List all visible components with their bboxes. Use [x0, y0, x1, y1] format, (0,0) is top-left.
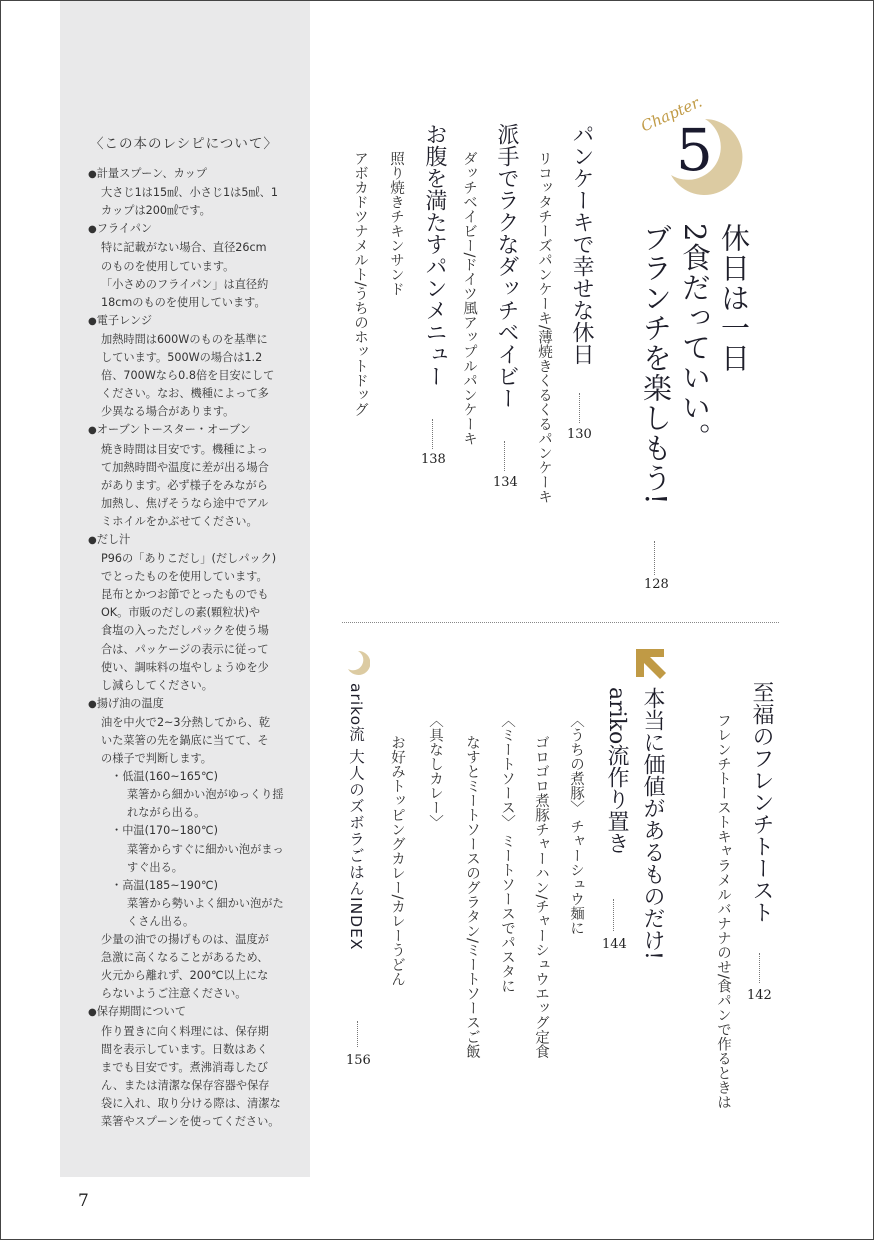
- leader-dots: [504, 441, 505, 471]
- note-line: 油を中火で2~3分熱してから、乾: [101, 715, 271, 729]
- notes-title: 〈この本のレシピについて〉: [90, 136, 278, 152]
- oil-level-body: [115, 895, 288, 931]
- toc-item-meat-sauce-sub: なすとミートソースのグラタン/ミートソースご飯: [464, 735, 480, 1059]
- note-line: でとったものを使用しています。: [101, 570, 268, 584]
- oil-low: [101, 768, 288, 822]
- recipe-notes: [88, 135, 288, 1131]
- note-line: 加熱し、焦げそうなら途中でアル: [101, 496, 269, 510]
- chapter-page: 128: [644, 577, 669, 592]
- note-line: 急激に高くなることがあるため、: [101, 951, 269, 965]
- crescent-moon-icon: [346, 649, 370, 677]
- note-heading: ● だし汁: [88, 531, 288, 550]
- chapter-label: Chapter.: [638, 92, 705, 136]
- note-body: [88, 441, 288, 531]
- note-pan: [88, 220, 288, 311]
- note-line: があります。必ず様子をみながら: [101, 478, 268, 492]
- note-line: 焼き時間は目安です。機種によっ: [101, 442, 268, 456]
- chapter-title-line-2: 2食だっていい。: [678, 223, 712, 453]
- page-number: 7: [78, 1191, 89, 1211]
- note-line: 合は、パッケージの表示に従って: [101, 642, 269, 656]
- note-body: [88, 714, 288, 1004]
- note-line: 火元から離れず、200℃以上にな: [101, 969, 269, 983]
- toc-sub-bread-1: 照り焼きチキンサンド: [388, 151, 404, 296]
- note-heading: ● 保存期間について: [88, 1003, 288, 1022]
- section-divider: [342, 622, 779, 623]
- note-line: らないようご注意ください。: [101, 987, 247, 1001]
- note-line: 菜箸からすぐに細かい泡がまっ: [127, 842, 284, 856]
- arrow-icon: [634, 647, 668, 681]
- chapter-title-line-1: 休日は一日: [717, 223, 751, 373]
- toc-sub-pancake: リコッタチーズパンケーキ/薄焼きくるくるパンケーキ: [536, 151, 552, 504]
- oil-level-head: ・ 高温(185~190℃): [111, 877, 288, 895]
- leader-dots: [759, 953, 760, 983]
- note-line: OK。市販のだしの素(顆粒状)や: [101, 606, 261, 620]
- leader-dots: [579, 393, 580, 423]
- note-body: [88, 550, 288, 695]
- note-line: 食塩の入っただしパックを使う場: [101, 624, 269, 638]
- note-line: いた菜箸の先を鍋底に当てて、そ: [101, 734, 269, 747]
- toc-page-index: 156: [346, 1053, 371, 1068]
- toc-page-ariko: 144: [602, 937, 627, 952]
- oil-high: [101, 877, 288, 931]
- note-measuring: [88, 165, 288, 220]
- toc-title-french-toast[interactable]: 至福のフレンチトースト: [749, 681, 774, 923]
- toc-page-french-toast: 142: [747, 988, 772, 1003]
- toc-item-curry-sub: お好みトッピングカレー/カレーうどん: [389, 735, 405, 987]
- note-line: 菜箸から勢いよく細かい泡がた: [127, 896, 284, 910]
- toc-title-pancake[interactable]: パンケーキで幸せな休日: [569, 123, 594, 365]
- note-line: れながら出る。: [127, 806, 206, 820]
- toc-sub-dutch-baby: ダッチベイビー/ドイツ風アップルパンケーキ: [461, 151, 477, 446]
- toc-item-nibuta: 〈うちの煮豚〉 チャーシュウ麺に: [568, 713, 584, 936]
- toc-item-meat-sauce: 〈ミートソース〉 ミートソースでパスタに: [499, 713, 515, 994]
- toc-title-ariko-2[interactable]: ariko流作り置き: [604, 687, 629, 855]
- note-line: 大さじ1は15㎖、小さじ1は5㎖、1: [101, 186, 278, 200]
- note-heading: ● 揚げ油の温度: [88, 695, 288, 714]
- note-line: し減らしてください。: [101, 678, 213, 692]
- note-microwave: [88, 312, 288, 422]
- note-oven: [88, 421, 288, 531]
- toc-sub-french-toast: フレンチトーストキャラメルバナナのせ/食パンで作るときは: [715, 713, 731, 1110]
- leader-dots: [654, 541, 655, 575]
- note-line: ください。なお、機種によって多: [101, 387, 269, 401]
- toc-page-dutch-baby: 134: [493, 475, 518, 490]
- note-line: ん、または清潔な保存容器や保存: [101, 1078, 270, 1092]
- note-line: のものを使用しています。: [101, 259, 235, 273]
- note-heading: ● フライパン: [88, 220, 288, 239]
- oil-level-head: ・ 低温(160~165℃): [111, 768, 288, 786]
- note-line: ミホイルをかぶせてください。: [101, 514, 258, 528]
- oil-level-body: [115, 786, 288, 822]
- note-line: の様子で判断します。: [101, 752, 212, 766]
- note-line: 特に記載がない場合、直径26cm: [101, 241, 267, 255]
- note-line: 間を表示しています。日数はあく: [101, 1042, 268, 1056]
- note-line: 袋に入れ、取り分ける際は、清潔な: [101, 1096, 281, 1110]
- toc-item-nibuta-sub: ゴロゴロ煮豚チャーハン/チャーシュウエッグ定食: [533, 735, 549, 1059]
- note-body: [88, 331, 288, 421]
- note-line: 作り置きに向く料理には、保存期: [101, 1024, 269, 1038]
- toc-sub-bread-2: アボカドツナメルト/うちのホットドッグ: [352, 151, 368, 417]
- note-heading: ● 電子レンジ: [88, 312, 288, 331]
- toc-page-pancake: 130: [567, 427, 592, 442]
- toc-page-bread: 138: [421, 452, 446, 467]
- toc-item-curry: 〈具なしカレー〉: [427, 713, 443, 829]
- toc-title-ariko-1[interactable]: 本当に価値があるものだけ!: [640, 687, 665, 960]
- chapter-number: 5: [676, 116, 713, 184]
- toc-title-dutch-baby[interactable]: 派手でラクなダッチベイビー: [494, 123, 519, 409]
- note-line: 加熱時間は600Wのものを基準に: [101, 332, 268, 346]
- oil-mid: [101, 822, 288, 876]
- toc-title-index[interactable]: ariko流 大人のズボラごはんINDEX: [347, 683, 365, 951]
- note-line: 「小さめのフライパン」は直径約: [101, 277, 269, 291]
- note-line: 18cmのものを使用しています。: [101, 295, 266, 309]
- note-line: カップは200㎖です。: [101, 204, 211, 218]
- recipe-notes-sidebar: [60, 1, 310, 1177]
- note-line: 少量の油での揚げものは、温度が: [101, 933, 269, 947]
- note-line: までも目安です。煮沸消毒したび: [101, 1060, 268, 1074]
- leader-dots: [432, 419, 433, 449]
- note-line: 昆布とかつお節でとったものでも: [101, 588, 269, 602]
- note-dashi: [88, 531, 288, 695]
- note-heading: ● オーブントースター・オーブン: [88, 421, 288, 440]
- note-line: しています。500Wの場合は1.2: [101, 351, 263, 365]
- note-heading: ● 計量スプーン、カップ: [88, 165, 288, 184]
- note-line: くさん出る。: [127, 914, 195, 928]
- leader-dots: [357, 1021, 358, 1047]
- oil-level-head: ・ 中温(170~180℃): [111, 822, 288, 840]
- note-line: 使い、調味料の塩やしょうゆを少: [101, 660, 269, 674]
- note-line: 菜箸やスプーンを使ってください。: [101, 1114, 280, 1128]
- note-line: 少異なる場合があります。: [101, 405, 235, 419]
- chapter-title-line-3: ブランチを楽しもう!: [639, 223, 673, 506]
- note-body: [88, 239, 288, 311]
- note-oil: [88, 695, 288, 1004]
- note-body: [88, 1023, 288, 1132]
- toc-title-bread[interactable]: お腹を満たすパンメニュー: [422, 123, 447, 387]
- note-line: 菜箸から細かい泡がゆっくり揺: [127, 788, 284, 802]
- leader-dots: [613, 899, 614, 931]
- note-line: 倍、700Wなら0.8倍を目安にして: [101, 369, 275, 383]
- note-storage: [88, 1003, 288, 1131]
- oil-level-body: [115, 841, 288, 877]
- note-line: て加熱時間や温度に差が出る場合: [101, 460, 269, 474]
- note-line: P96の「ありこだし」(だしパック): [101, 552, 277, 566]
- note-line: すぐ出る。: [127, 860, 183, 874]
- note-body: [88, 184, 288, 220]
